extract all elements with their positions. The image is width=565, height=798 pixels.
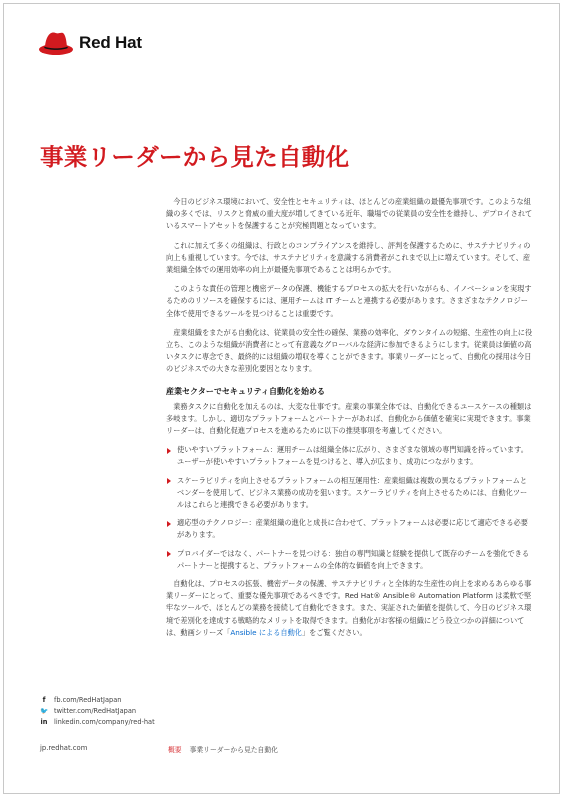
article-body xyxy=(166,196,534,646)
recommendation-list xyxy=(166,444,534,572)
page-title: 事業リーダーから見た自動化 xyxy=(40,143,350,171)
brand-logo[interactable] xyxy=(38,30,142,56)
ansible-video-link[interactable]: Ansible による自動化 xyxy=(230,627,302,637)
doc-type-tag: 概要 xyxy=(168,746,182,754)
triangle-bullet-icon xyxy=(167,478,171,484)
linkedin-icon: in xyxy=(40,718,48,727)
paragraph: このような責任の管理と機密データの保護、機能するプロセスの拡大を行いながらも、イノベーションを実現するためのリソースを確保するには、運用チームは IT チームと連携する必要があります。さまざまなテクノロジー全体で使用できるツールを見つけることは重要です。 xyxy=(166,284,532,318)
list-item xyxy=(166,475,534,512)
social-link-text: linkedin.com/company/red-hat xyxy=(54,718,155,727)
social-link-text: fb.com/RedHatJapan xyxy=(54,696,122,704)
paragraph: これに加えて多くの組織は、行政とのコンプライアンスを維持し、評判を保護するために、サステナビリティの向上も重視しています。今では、サステナビリティを意識する消費者がこれまで以上に増えています。そして、産業組織全体での運用効率の向上が最優先事項であることは明らかです。 xyxy=(166,240,531,275)
list-item-text: プロバイダーではなく、パートナーを見つける：独自の専門知識と経験を提供して既存のチームを強化できるパートナーと提携すると、プラットフォームの全体的な価値を向上できます。 xyxy=(177,548,530,570)
closing-paragraph xyxy=(166,578,534,639)
social-link-text: twitter.com/RedHatJapan xyxy=(54,707,137,716)
closing-end: 」をご覧ください。 xyxy=(301,627,367,637)
list-item xyxy=(166,517,534,541)
list-item-text: 使いやすいプラットフォーム：運用チームは組織全体に広がり、さまざまな領域の専門知識を持っています。ユーザーが使いやすいプラットフォームを見つけると、導入が広まり、成功につながります。 xyxy=(177,445,528,467)
facebook-icon: f xyxy=(42,696,46,704)
social-item-linkedin[interactable] xyxy=(40,717,155,728)
closing-text: 自動化は、プロセスの拡張、機密データの保護、サステナビリティと全体的な生産性の向上を求めるあらゆる事業リーダーにとって、重要な優先事項であるべきです。Red Hat® Ansible® Automation Platform は柔軟で堅牢なツールで、ほとんどの業務を接続して自動化できます。また、実証された価値を提供して、今日のビジネス環境で差別化を達成する戦略的なメリットを取得できます。自動化がお客様の組織にどう役立つかの詳細については、動画シリーズ「 xyxy=(166,579,532,637)
triangle-bullet-icon xyxy=(167,521,171,527)
list-item-text: 適応型のテクノロジー：産業組織の進化と成長に合わせて、プラットフォームは必要に応じて適応できる必要があります。 xyxy=(177,518,528,540)
paragraph: 今日のビジネス環境において、安全性とセキュリティは、ほとんどの産業組織の最優先事項です。このような組織の多くでは、リスクと脅威の重大度が増してきている近年、職場での従業員の安全性を維持し、デプロイされているスマートアセットを保護することが究極問題となっています。 xyxy=(166,197,533,231)
section-intro: 業務タスクに自動化を加えるのは、大変な仕事です。産業の事業全体では、自動化できるユースケースの種類は多岐ます。しかし、適切なプラットフォームとパートナーがあれば、自動化から価値を確実に実現できます。事業リーダーは、自動化促進プロセスを進めるために以下の推奨事項を考慮してください。 xyxy=(166,401,532,436)
paragraph: 産業組織をまたがる自動化は、従業員の安全性の確保、業務の効率化、ダウンタイムの短縮、生産性の向上に役立ち、このような組織が消費者にとって有意義なグローバルな経済に参加できるようにします。従業員は価値の高いタスクに専念でき、最終的には組織の増収を導くことができます。事業リーダーにとって、自動化の採用は今日のビジネスでの大きな差別化要因となります。 xyxy=(166,327,533,374)
list-item xyxy=(166,444,534,468)
triangle-bullet-icon xyxy=(167,551,171,557)
footer-url[interactable]: jp.redhat.com xyxy=(40,744,88,752)
doc-title: 事業リーダーから見た自動化 xyxy=(189,746,278,754)
brand-name: Red Hat xyxy=(79,33,142,52)
social-links xyxy=(40,695,155,729)
list-item-text: スケーラビリティを向上させるプラットフォームの相互運用性：産業組織は複数の異なるプラットフォームとベンダーを使用して、ビジネス業務の成功を狙います。スケーラビリティを向上させるためには、自動化ツールはこれらと連携できる必要があります。 xyxy=(177,475,528,510)
section-heading: 産業セクターでセキュリティ自動化を始める xyxy=(166,386,326,396)
twitter-icon: 🐦 xyxy=(40,707,49,716)
social-item-twitter[interactable] xyxy=(40,706,155,717)
list-item xyxy=(166,548,534,572)
document-page xyxy=(3,3,560,794)
social-item-facebook[interactable] xyxy=(40,695,155,706)
footer-doc-info xyxy=(168,744,278,754)
red-fedora-hat-icon xyxy=(38,30,74,56)
triangle-bullet-icon xyxy=(167,448,171,454)
